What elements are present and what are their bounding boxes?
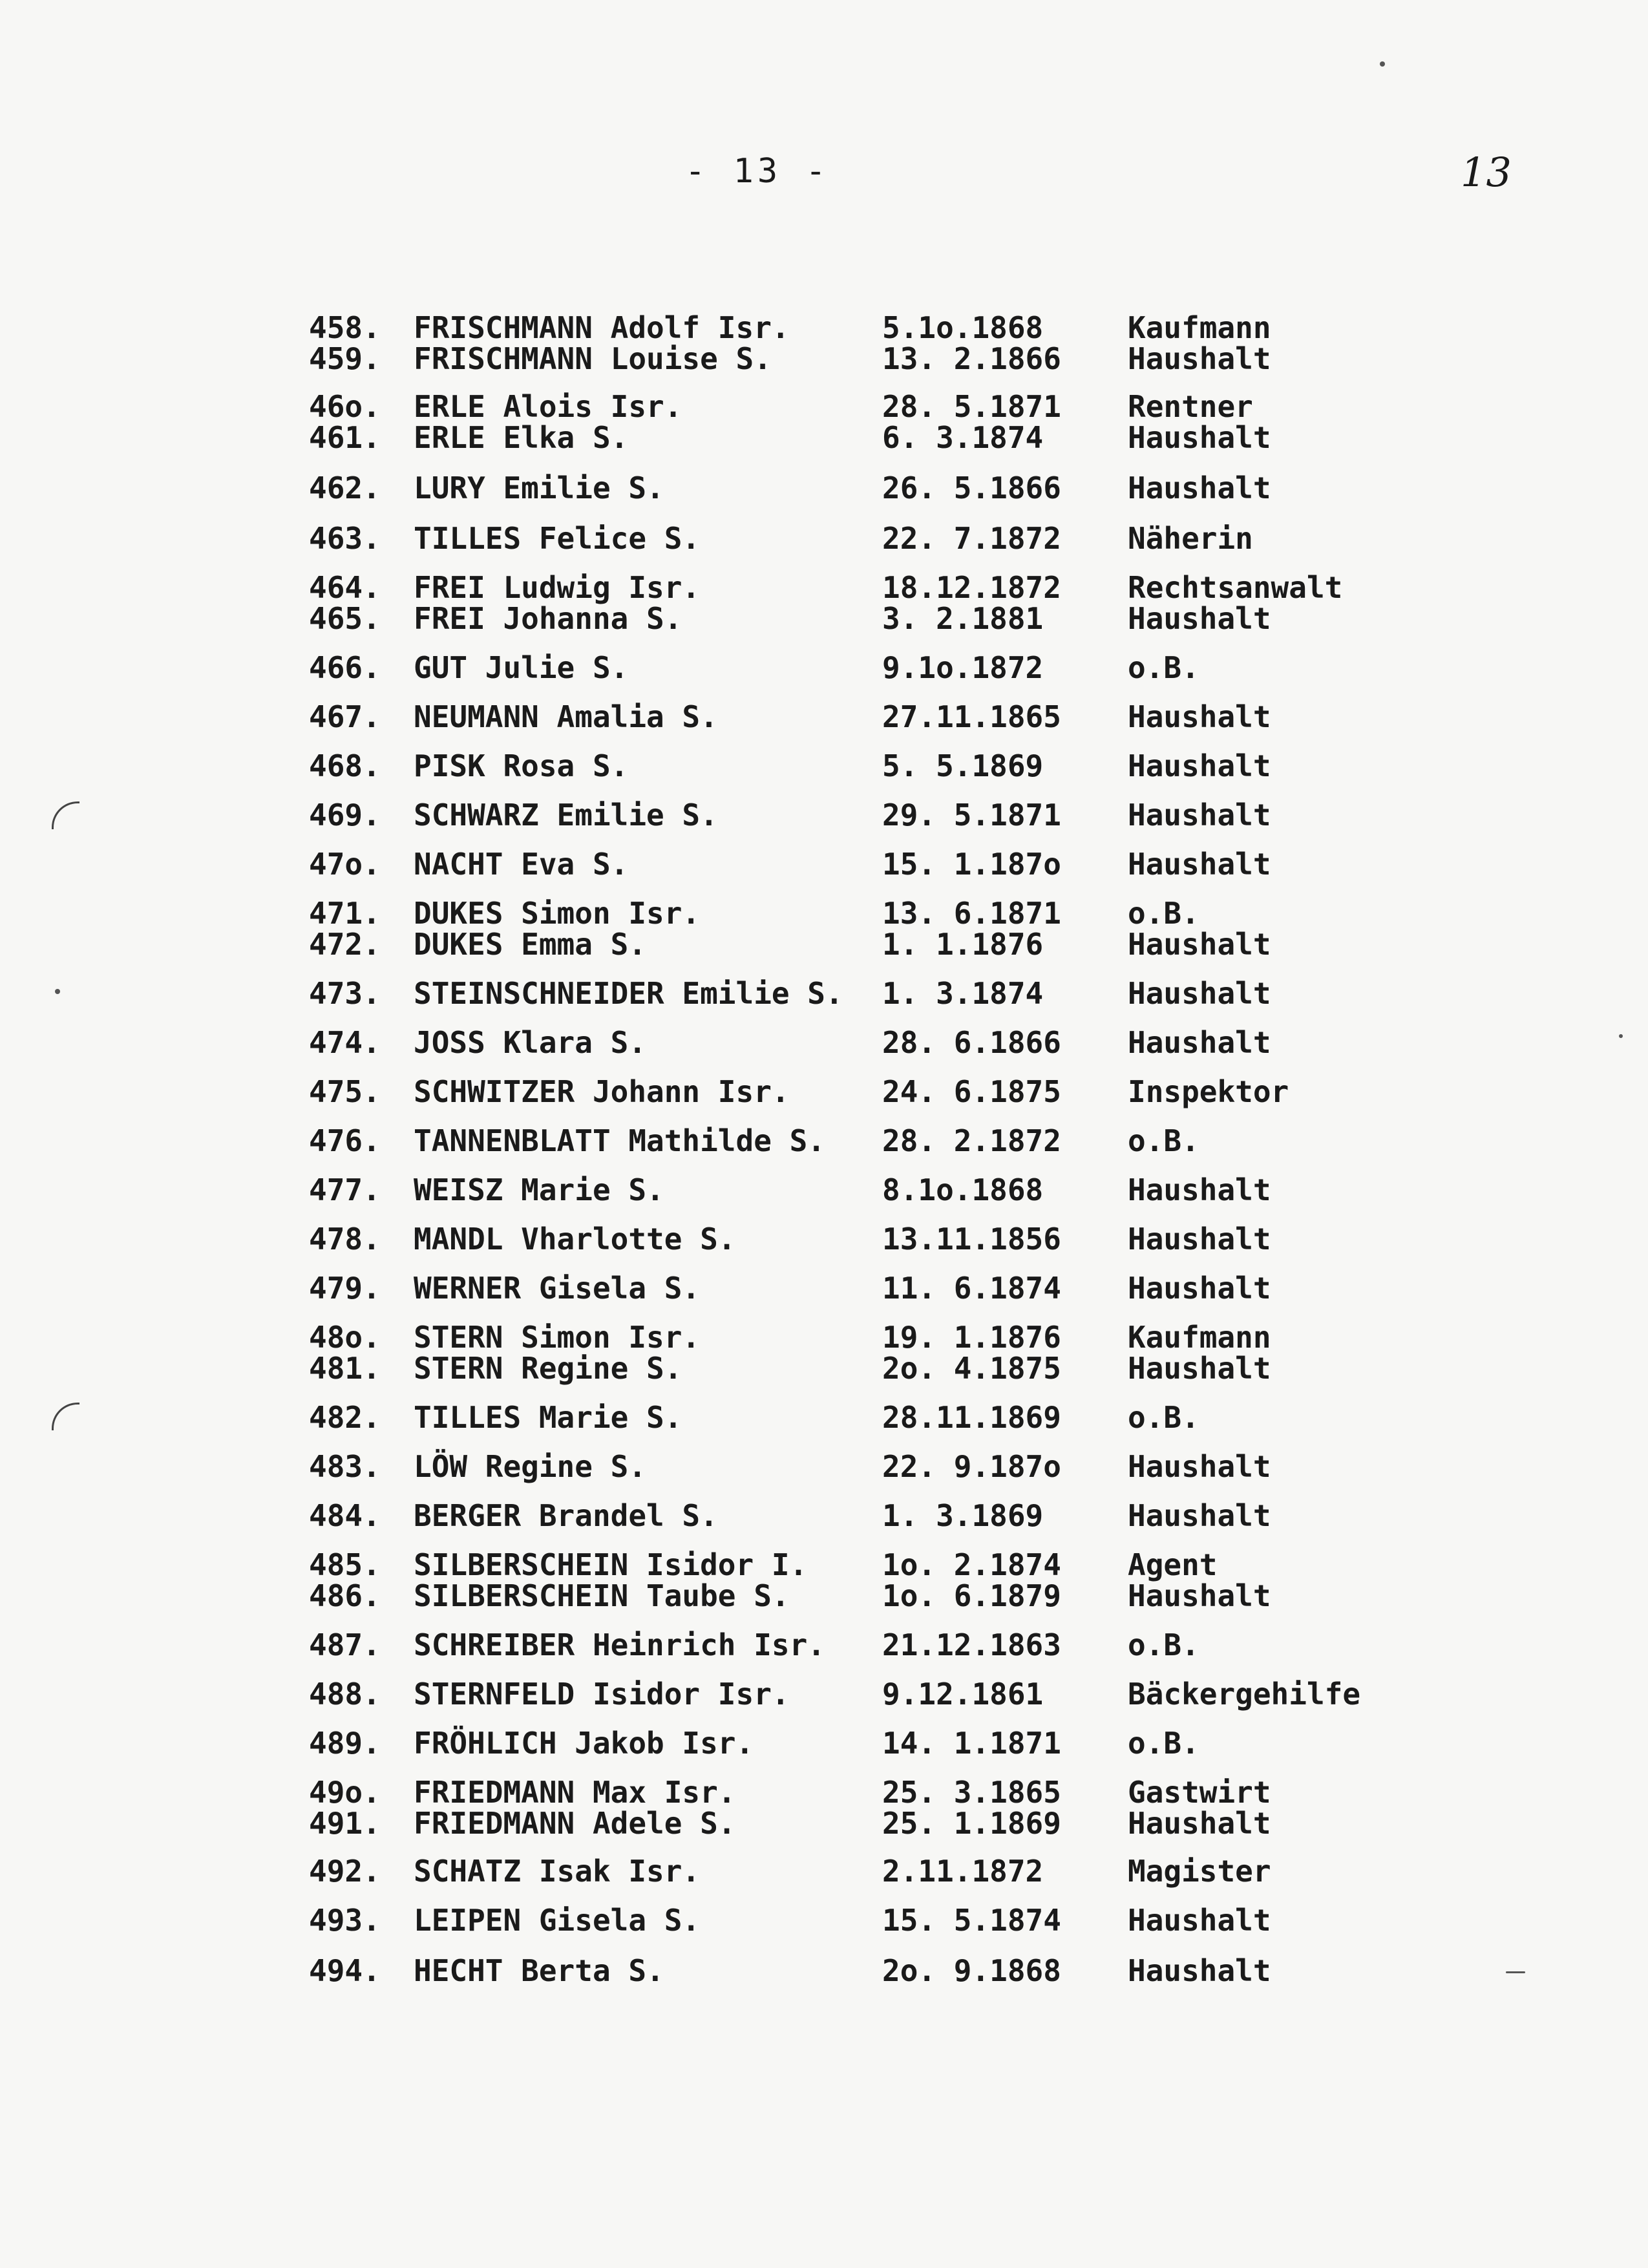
person-name: SCHATZ Isak Isr. bbox=[414, 1854, 701, 1889]
birth-date: 1. 3.1874 bbox=[882, 976, 1044, 1011]
list-item bbox=[0, 650, 1648, 686]
list-item bbox=[0, 1074, 1648, 1110]
entry-number: 482. bbox=[309, 1400, 381, 1435]
entry-number: 459. bbox=[309, 341, 381, 376]
occupation: Haushalt bbox=[1128, 927, 1271, 962]
person-name: GUT Julie S. bbox=[414, 650, 629, 685]
birth-date: 1. 3.1869 bbox=[882, 1498, 1044, 1533]
occupation: Haushalt bbox=[1128, 847, 1271, 882]
occupation: Magister bbox=[1128, 1854, 1271, 1889]
entry-number: 466. bbox=[309, 650, 381, 685]
occupation: Haushalt bbox=[1128, 798, 1271, 832]
person-name: JOSS Klara S. bbox=[414, 1025, 647, 1060]
list-item bbox=[0, 1854, 1648, 1890]
occupation: o.B. bbox=[1128, 650, 1199, 685]
person-name: STERN Regine S. bbox=[414, 1351, 682, 1386]
birth-date: 2o. 9.1868 bbox=[882, 1953, 1061, 1988]
occupation: Bäckergehilfe bbox=[1128, 1677, 1361, 1712]
occupation: Haushalt bbox=[1128, 1222, 1271, 1256]
occupation: Kaufmann bbox=[1128, 310, 1271, 345]
scan-speck bbox=[1506, 1971, 1525, 1973]
occupation: Haushalt bbox=[1128, 1953, 1271, 1988]
person-name: FRISCHMANN Louise S. bbox=[414, 341, 772, 376]
entry-number: 462. bbox=[309, 471, 381, 505]
birth-date: 27.11.1865 bbox=[882, 699, 1061, 734]
entry-number: 491. bbox=[309, 1806, 381, 1841]
entry-number: 481. bbox=[309, 1351, 381, 1386]
birth-date: 18.12.1872 bbox=[882, 570, 1061, 605]
occupation: Haushalt bbox=[1128, 976, 1271, 1011]
entry-number: 478. bbox=[309, 1222, 381, 1256]
entry-number: 48o. bbox=[309, 1320, 381, 1355]
list-item bbox=[0, 976, 1648, 1012]
person-name: STERN Simon Isr. bbox=[414, 1320, 701, 1355]
occupation: o.B. bbox=[1128, 1726, 1199, 1761]
occupation: Haushalt bbox=[1128, 1271, 1271, 1306]
person-name: PISK Rosa S. bbox=[414, 748, 629, 783]
person-name: ERLE Elka S. bbox=[414, 420, 629, 455]
scan-speck bbox=[55, 989, 60, 994]
entry-number: 464. bbox=[309, 570, 381, 605]
entry-number: 461. bbox=[309, 420, 381, 455]
birth-date: 8.1o.1868 bbox=[882, 1172, 1044, 1207]
birth-date: 6. 3.1874 bbox=[882, 420, 1044, 455]
entry-number: 493. bbox=[309, 1903, 381, 1938]
occupation: Gastwirt bbox=[1128, 1775, 1271, 1810]
occupation: Haushalt bbox=[1128, 1498, 1271, 1533]
entry-number: 475. bbox=[309, 1074, 381, 1109]
entry-number: 486. bbox=[309, 1578, 381, 1613]
page-number: - 13 - bbox=[685, 152, 830, 191]
list-item bbox=[0, 798, 1648, 834]
person-name: FRIEDMANN Adele S. bbox=[414, 1806, 736, 1841]
occupation: Haushalt bbox=[1128, 341, 1271, 376]
birth-date: 25. 3.1865 bbox=[882, 1775, 1061, 1810]
person-name: WERNER Gisela S. bbox=[414, 1271, 701, 1306]
person-name: TANNENBLATT Mathilde S. bbox=[414, 1123, 825, 1158]
birth-date: 28. 6.1866 bbox=[882, 1025, 1061, 1060]
list-item bbox=[0, 1677, 1648, 1713]
list-item bbox=[0, 1222, 1648, 1258]
entry-number: 484. bbox=[309, 1498, 381, 1533]
entry-number: 494. bbox=[309, 1953, 381, 1988]
birth-date: 14. 1.1871 bbox=[882, 1726, 1061, 1761]
birth-date: 24. 6.1875 bbox=[882, 1074, 1061, 1109]
entry-number: 49o. bbox=[309, 1775, 381, 1810]
occupation: Kaufmann bbox=[1128, 1320, 1271, 1355]
entry-number: 476. bbox=[309, 1123, 381, 1158]
entry-number: 458. bbox=[309, 310, 381, 345]
birth-date: 9.1o.1872 bbox=[882, 650, 1044, 685]
birth-date: 21.12.1863 bbox=[882, 1627, 1061, 1662]
occupation: o.B. bbox=[1128, 1400, 1199, 1435]
list-item bbox=[0, 847, 1648, 883]
birth-date: 28.11.1869 bbox=[882, 1400, 1061, 1435]
person-name: BERGER Brandel S. bbox=[414, 1498, 718, 1533]
occupation: Haushalt bbox=[1128, 1578, 1271, 1613]
birth-date: 29. 5.1871 bbox=[882, 798, 1061, 832]
occupation: Haushalt bbox=[1128, 699, 1271, 734]
occupation: Haushalt bbox=[1128, 1903, 1271, 1938]
birth-date: 22. 7.1872 bbox=[882, 521, 1061, 556]
list-item bbox=[0, 601, 1648, 637]
list-item bbox=[0, 1271, 1648, 1307]
person-name: MANDL Vharlotte S. bbox=[414, 1222, 736, 1256]
entry-number: 465. bbox=[309, 601, 381, 636]
person-name: SILBERSCHEIN Taube S. bbox=[414, 1578, 790, 1613]
entry-number: 477. bbox=[309, 1172, 381, 1207]
list-item bbox=[0, 1903, 1648, 1939]
occupation: Agent bbox=[1128, 1547, 1218, 1582]
occupation: Haushalt bbox=[1128, 1025, 1271, 1060]
birth-date: 5.1o.1868 bbox=[882, 310, 1044, 345]
list-item bbox=[0, 1449, 1648, 1485]
birth-date: 3. 2.1881 bbox=[882, 601, 1044, 636]
birth-date: 11. 6.1874 bbox=[882, 1271, 1061, 1306]
birth-date: 15. 1.187o bbox=[882, 847, 1061, 882]
occupation: Rentner bbox=[1128, 389, 1253, 424]
occupation: Haushalt bbox=[1128, 471, 1271, 505]
occupation: Haushalt bbox=[1128, 1806, 1271, 1841]
person-name: DUKES Emma S. bbox=[414, 927, 647, 962]
scan-speck bbox=[1380, 61, 1385, 67]
entry-number: 471. bbox=[309, 896, 381, 931]
person-name: TILLES Marie S. bbox=[414, 1400, 682, 1435]
birth-date: 5. 5.1869 bbox=[882, 748, 1044, 783]
birth-date: 15. 5.1874 bbox=[882, 1903, 1061, 1938]
birth-date: 26. 5.1866 bbox=[882, 471, 1061, 505]
handwritten-page-number: 13 bbox=[1461, 149, 1512, 196]
occupation: o.B. bbox=[1128, 896, 1199, 931]
person-name: FREI Johanna S. bbox=[414, 601, 682, 636]
person-name: FRIEDMANN Max Isr. bbox=[414, 1775, 736, 1810]
entry-number: 46o. bbox=[309, 389, 381, 424]
birth-date: 1o. 2.1874 bbox=[882, 1547, 1061, 1582]
list-item bbox=[0, 1953, 1648, 1989]
entry-number: 472. bbox=[309, 927, 381, 962]
birth-date: 28. 2.1872 bbox=[882, 1123, 1061, 1158]
person-name: FRÖHLICH Jakob Isr. bbox=[414, 1726, 754, 1761]
entry-number: 474. bbox=[309, 1025, 381, 1060]
entry-number: 489. bbox=[309, 1726, 381, 1761]
occupation: Näherin bbox=[1128, 521, 1253, 556]
birth-date: 1o. 6.1879 bbox=[882, 1578, 1061, 1613]
entry-number: 483. bbox=[309, 1449, 381, 1484]
list-item bbox=[0, 1627, 1648, 1664]
list-item bbox=[0, 1123, 1648, 1160]
person-name: HECHT Berta S. bbox=[414, 1953, 664, 1988]
person-name: LURY Emilie S. bbox=[414, 471, 664, 505]
list-item bbox=[0, 1351, 1648, 1387]
person-name: LEIPEN Gisela S. bbox=[414, 1903, 701, 1938]
list-item bbox=[0, 420, 1648, 456]
person-name: SCHWITZER Johann Isr. bbox=[414, 1074, 790, 1109]
person-name: SCHWARZ Emilie S. bbox=[414, 798, 718, 832]
entry-number: 468. bbox=[309, 748, 381, 783]
list-item bbox=[0, 341, 1648, 377]
person-name: NEUMANN Amalia S. bbox=[414, 699, 718, 734]
person-name: NACHT Eva S. bbox=[414, 847, 629, 882]
birth-date: 25. 1.1869 bbox=[882, 1806, 1061, 1841]
person-name: STEINSCHNEIDER Emilie S. bbox=[414, 976, 843, 1011]
birth-date: 2.11.1872 bbox=[882, 1854, 1044, 1889]
occupation: Rechtsanwalt bbox=[1128, 570, 1343, 605]
entry-number: 479. bbox=[309, 1271, 381, 1306]
birth-date: 13. 2.1866 bbox=[882, 341, 1061, 376]
list-item bbox=[0, 927, 1648, 963]
occupation: Haushalt bbox=[1128, 748, 1271, 783]
list-item bbox=[0, 1400, 1648, 1436]
list-item bbox=[0, 471, 1648, 507]
entry-number: 467. bbox=[309, 699, 381, 734]
list-item bbox=[0, 748, 1648, 785]
birth-date: 1. 1.1876 bbox=[882, 927, 1044, 962]
birth-date: 2o. 4.1875 bbox=[882, 1351, 1061, 1386]
person-name: SCHREIBER Heinrich Isr. bbox=[414, 1627, 825, 1662]
list-item bbox=[0, 1806, 1648, 1842]
list-item bbox=[0, 1025, 1648, 1061]
person-name: SILBERSCHEIN Isidor I. bbox=[414, 1547, 808, 1582]
occupation: Inspektor bbox=[1128, 1074, 1289, 1109]
occupation: Haushalt bbox=[1128, 420, 1271, 455]
entry-number: 492. bbox=[309, 1854, 381, 1889]
entry-number: 47o. bbox=[309, 847, 381, 882]
list-item bbox=[0, 1578, 1648, 1615]
occupation: Haushalt bbox=[1128, 1172, 1271, 1207]
list-item bbox=[0, 1172, 1648, 1209]
birth-date: 28. 5.1871 bbox=[882, 389, 1061, 424]
birth-date: 19. 1.1876 bbox=[882, 1320, 1061, 1355]
occupation: o.B. bbox=[1128, 1627, 1199, 1662]
occupation: Haushalt bbox=[1128, 601, 1271, 636]
person-name: ERLE Alois Isr. bbox=[414, 389, 682, 424]
entry-number: 488. bbox=[309, 1677, 381, 1712]
birth-date: 9.12.1861 bbox=[882, 1677, 1044, 1712]
occupation: Haushalt bbox=[1128, 1351, 1271, 1386]
list-item bbox=[0, 521, 1648, 557]
occupation: o.B. bbox=[1128, 1123, 1199, 1158]
person-name: FREI Ludwig Isr. bbox=[414, 570, 701, 605]
birth-date: 13.11.1856 bbox=[882, 1222, 1061, 1256]
person-name: FRISCHMANN Adolf Isr. bbox=[414, 310, 790, 345]
entry-number: 473. bbox=[309, 976, 381, 1011]
person-name: LÖW Regine S. bbox=[414, 1449, 647, 1484]
person-name: TILLES Felice S. bbox=[414, 521, 701, 556]
list-item bbox=[0, 1726, 1648, 1762]
list-item bbox=[0, 1498, 1648, 1534]
list-item bbox=[0, 699, 1648, 736]
entry-number: 485. bbox=[309, 1547, 381, 1582]
birth-date: 22. 9.187o bbox=[882, 1449, 1061, 1484]
entry-number: 469. bbox=[309, 798, 381, 832]
birth-date: 13. 6.1871 bbox=[882, 896, 1061, 931]
person-name: WEISZ Marie S. bbox=[414, 1172, 664, 1207]
entry-number: 463. bbox=[309, 521, 381, 556]
person-name: STERNFELD Isidor Isr. bbox=[414, 1677, 790, 1712]
entry-number: 487. bbox=[309, 1627, 381, 1662]
person-name: DUKES Simon Isr. bbox=[414, 896, 701, 931]
occupation: Haushalt bbox=[1128, 1449, 1271, 1484]
scan-speck bbox=[1619, 1034, 1623, 1038]
